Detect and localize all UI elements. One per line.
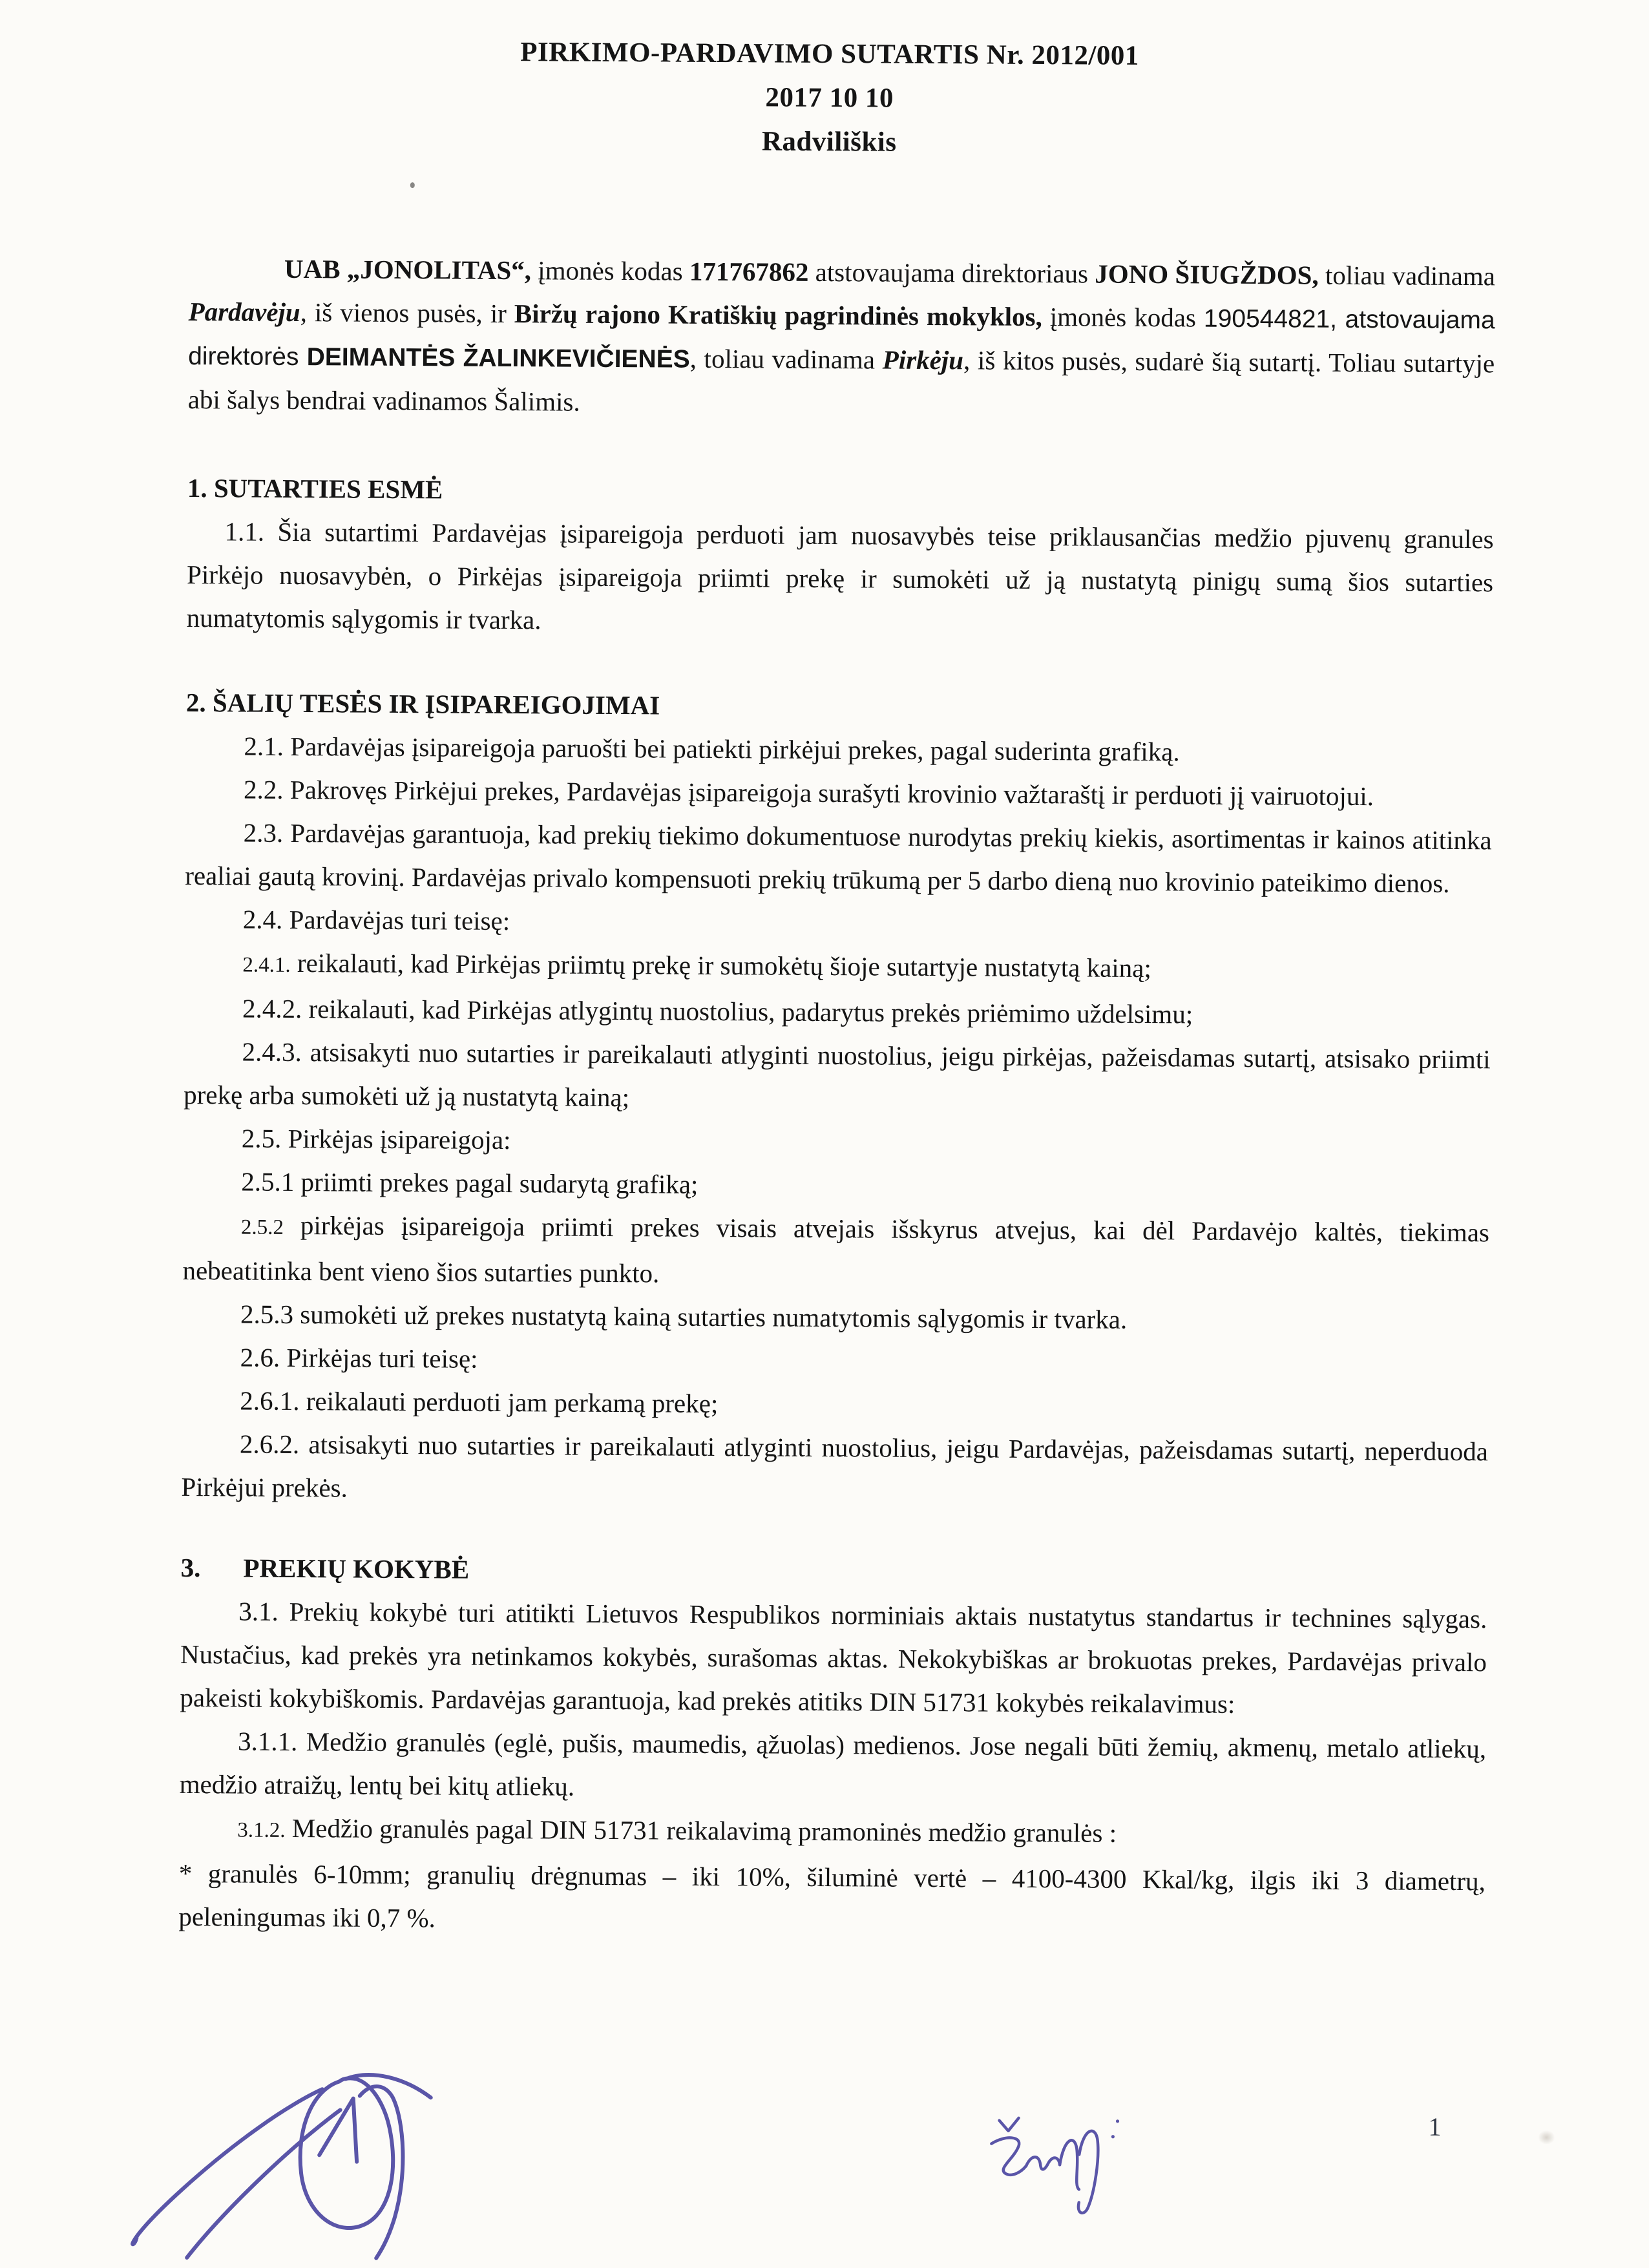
clause-2-6-1 <box>182 1379 1488 1430</box>
text-segment: JONO ŠIUGŽDOS, <box>1095 258 1319 290</box>
document-header <box>5 0 1649 169</box>
text-segment: 2.6. Pirkėjas turi teisę: <box>240 1342 478 1374</box>
clause-2-2 <box>185 768 1492 819</box>
text-segment: , iš kitos pusės, sudarė šią sutartį. Toliau sutartyje abi šalys bendrai vadinamos Šalimis. <box>187 345 1495 417</box>
clause-3-1-1 <box>179 1719 1486 1814</box>
text-segment: 2.2. Pakrovęs Pirkėjui prekes, Pardavėjas įsipareigoja surašyti krovinio važtaraštį ir perduoti jį vairuotojui. <box>243 774 1374 812</box>
text-segment: 2.4.3. atsisakyti nuo sutarties ir pareikalauti atlyginti nuostolius, jeigu pirkėjas, pažeisdamas sutartį, atsisako priimti prekę arba sumokėti už ją nustatytą kainą; <box>184 1036 1491 1113</box>
text-segment: toliau vadinama <box>1318 260 1496 291</box>
clause-2-5 <box>184 1117 1490 1168</box>
text-segment: 2.1. Pardavėjas įsipareigoja paruošti bei patiekti pirkėjui prekes, pagal suderinta grafiką. <box>244 731 1180 767</box>
text-segment: 2.5.1 priimti prekes pagal sudarytą grafiką; <box>241 1166 698 1199</box>
document-city: Radviliškis <box>761 126 897 158</box>
clause-2-5-2 <box>182 1203 1489 1300</box>
text-segment: DEIMANTĖS ŽALINKEVIČIENĖS <box>306 343 690 373</box>
text-segment: 3.1.1. Medžio granulės (eglė, pušis, maumedis, ąžuolas) medienos. Jose negali būti žemių, akmenų, metalo atliekų, medžio atraižų, lentų bei kitų atliekų. <box>179 1726 1487 1801</box>
text-segment: , iš vienos pusės, ir <box>300 297 515 329</box>
text-segment: 2.3. Pardavėjas garantuoja, kad prekių tiekimo dokumentuose nurodytas prekių kiekis, asortimentas ir kainos atitinka realiai gautą krovinį. Pardavėjas privalo kompensuoti prekių trūkumą per 5 darbo dieną nuo krovinio pateikimo dienos. <box>185 817 1492 898</box>
section-3-heading <box>181 1546 1487 1597</box>
clause-2-6 <box>182 1336 1489 1387</box>
text-segment: UAB „JONOLITAS“, <box>284 253 532 286</box>
text-segment: Medžio granulės pagal DIN 51731 reikalavimą pramoninės medžio granulės : <box>285 1812 1117 1848</box>
scan-artifact-smudge <box>1538 2130 1555 2145</box>
text-segment: 2.5.3 sumokėti už prekes nustatytą kainą sutarties numatytomis sąlygomis ir tvarka. <box>240 1299 1128 1334</box>
text-segment: 2.6.1. reikalauti perduoti jam perkamą prekę; <box>240 1385 719 1419</box>
text-segment: 2.4. Pardavėjas turi teisę: <box>242 904 510 936</box>
text-segment: 2. ŠALIŲ TESĖS IR ĮSIPAREIGOJIMAI <box>185 687 660 720</box>
text-segment: 2.5.2 <box>240 1215 284 1239</box>
text-segment: reikalauti, kad Pirkėjas priimtų prekę ir sumokėtų šioje sutartyje nustatytą kainą; <box>290 947 1151 983</box>
text-segment: 190544821, atstovaujama direktorės <box>188 304 1495 372</box>
text-segment: 2.4.1. <box>242 953 291 977</box>
text-segment: atstovaujama direktoriaus <box>808 257 1095 289</box>
clause-2-4 <box>185 898 1491 949</box>
text-segment: 2.5. Pirkėjas įsipareigoja: <box>241 1123 511 1155</box>
text-segment: pirkėjas įsipareigoja priimti prekes visais atvejais išskyrus atvejus, kai dėl Pardavėjo kaltės, tiekimas nebeatitinka bent vieno šios sutarties punkto. <box>182 1210 1490 1288</box>
clause-granule-spec <box>178 1852 1486 1946</box>
section-1-heading <box>187 467 1494 518</box>
clause-2-5-3 <box>182 1292 1489 1343</box>
text-segment: Biržų rajono Kratiškių pagrindinės mokyklos, <box>514 299 1042 332</box>
clause-2-4-3 <box>184 1030 1491 1124</box>
clause-3-1 <box>180 1590 1487 1727</box>
clause-2-1 <box>185 724 1492 775</box>
buyer-signature-strokes <box>980 2109 1161 2230</box>
text-segment: 171767862 <box>689 256 809 287</box>
seller-signature <box>125 2068 449 2264</box>
text-segment: 3.1.2. <box>237 1818 286 1842</box>
section-2-heading <box>186 681 1493 732</box>
text-segment: , toliau vadinama <box>689 343 883 375</box>
buyer-signature <box>980 2109 1161 2230</box>
text-segment: Pirkėju <box>882 344 964 375</box>
clause-1-1 <box>187 510 1494 647</box>
clause-2-4-2 <box>184 987 1491 1038</box>
text-segment: 2.4.2. reikalauti, kad Pirkėjas atlygintų nuostolius, padarytus prekės priėmimo uždelsimu; <box>242 993 1193 1029</box>
paragraph-parties <box>188 247 1496 429</box>
clause-2-4-1 <box>184 941 1491 994</box>
text-segment: 3.1. Prekių kokybė turi atitikti Lietuvos Respublikos norminiais aktais nustatytus standartus ir technines sąlygas. Nustačius, kad prekės yra netinkamos kokybės, surašomas aktas. Nekokybiškas ar brokuotas prekes, Pardavėjas privalo pakeisti kokybiškomis. Pardavėjas garantuoja, kad prekės atitiks DIN 51731 kokybės reikalavimus: <box>180 1596 1487 1719</box>
text-segment: 3. <box>180 1552 201 1583</box>
text-segment: 1.1. Šia sutartimi Pardavėjas įsipareigoja perduoti jam nuosavybės teise priklausančias medžio pjuvenų granules Pirkėjo nuosavybėn, o Pirkėjas įsipareigoja priimti prekę ir sumokėti už ją nustatytą pinigų sumą šios sutarties numatytomis sąlygomis ir tvarka. <box>186 516 1494 635</box>
text-segment: įmonės kodas <box>1042 302 1204 333</box>
page-number: 1 <box>1428 2112 1442 2141</box>
seller-signature-strokes <box>125 2068 449 2264</box>
document-title: PIRKIMO-PARDAVIMO SUTARTIS Nr. 2012/001 <box>520 37 1140 71</box>
text-segment: 2.6.2. atsisakyti nuo sutarties ir pareikalauti atlyginti nuostolius, jeigu Pardavėjas, pažeisdamas sutartį, neperduoda Pirkėjui prekės. <box>181 1429 1489 1503</box>
clause-2-3 <box>185 811 1492 905</box>
scan-artifact-dot <box>410 182 415 188</box>
text-segment: * granulės 6-10mm; granulių drėgnumas – iki 10%, šiluminė vertė – 4100-4300 Kkal/kg, ilgis iki 3 diametrų, peleningumas iki 0,7 %. <box>178 1858 1486 1933</box>
clause-2-6-2 <box>181 1422 1488 1517</box>
text-segment: Pardavėju <box>188 296 300 328</box>
text-segment: 1. SUTARTIES ESMĖ <box>187 472 443 505</box>
text-segment: PREKIŲ KOKYBĖ <box>243 1553 470 1584</box>
document-date: 2017 10 10 <box>765 82 894 114</box>
clause-2-5-1 <box>183 1160 1489 1211</box>
text-segment: įmonės kodas <box>530 255 690 286</box>
document-body <box>178 247 1495 1946</box>
clause-3-1-2 <box>179 1806 1486 1860</box>
